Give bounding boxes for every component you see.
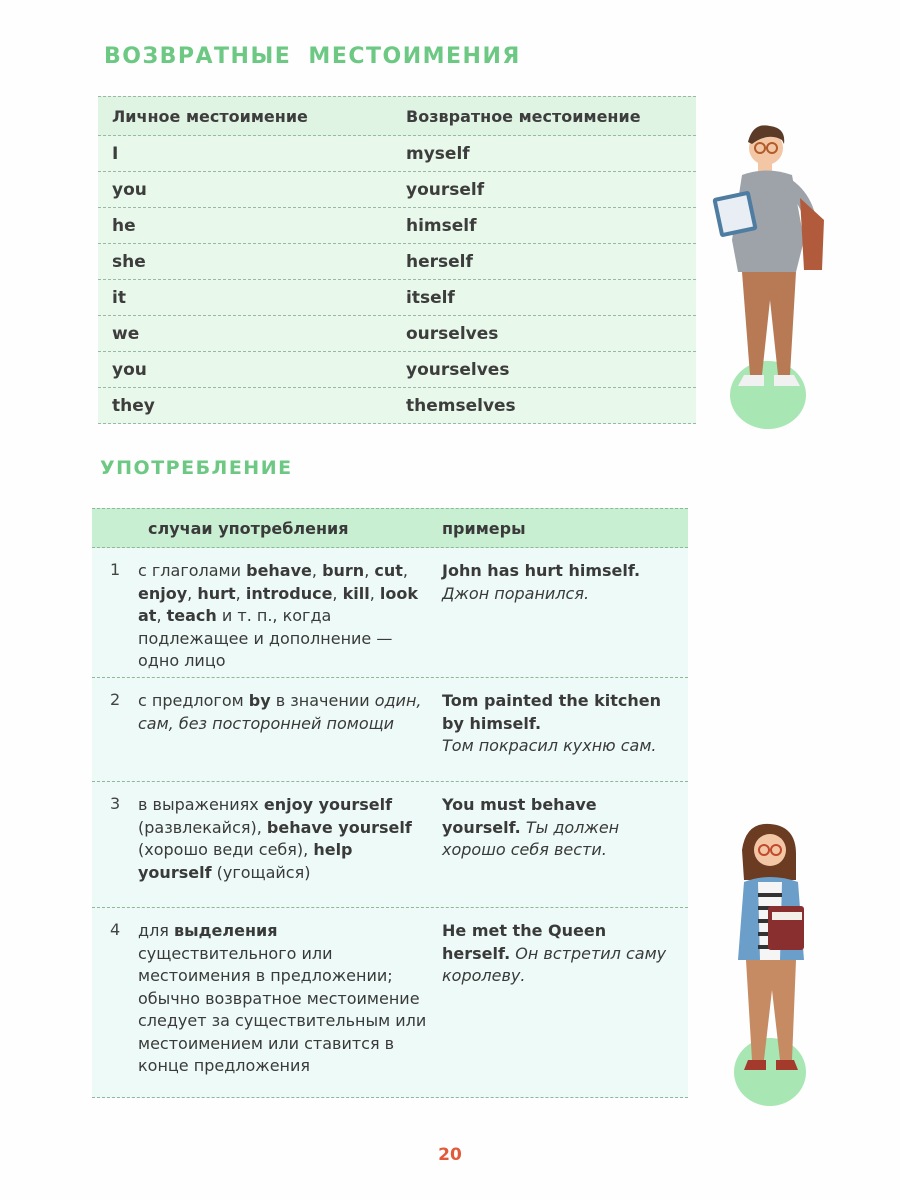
header-personal: Личное местоимение [112,106,308,126]
personal-pronoun: it [112,287,126,308]
reflexive-pronoun: yourselves [406,359,510,380]
usage-case-fragment: в выражениях [138,795,264,814]
usage-case-fragment: , [311,561,323,580]
usage-case [138,690,442,781]
usage-case-fragment: (хорошо веди себя), [138,840,314,859]
reflexive-pronoun: himself [406,215,477,236]
pronoun-row [98,352,696,388]
example-english: He met the Queen herself. [442,921,607,963]
usage-case-fragment: выделения [174,921,278,940]
usage-case-fragment: (угощайся) [211,862,311,882]
usage-example [442,560,688,677]
reflexive-pronoun: ourselves [406,323,499,344]
usage-case-fragment: cut [374,561,403,580]
usage-case-fragment: с глаголами [138,561,247,580]
personal-pronoun: she [112,251,146,272]
usage-row [92,782,688,908]
pronoun-row [98,280,696,316]
personal-pronoun: we [112,323,140,344]
usage-case-fragment: , [187,583,198,603]
usage-section-title: УПОТРЕБЛЕНИЕ [100,457,293,479]
usage-row [92,908,688,1098]
usage-case-fragment: , [402,561,408,580]
usage-case-fragment: , [332,583,343,603]
usage-case [138,920,442,1097]
usage-row-number: 4 [110,920,121,939]
reflexive-pronoun: yourself [406,179,485,200]
usage-case-fragment: с предлогом [138,691,249,710]
example-russian: Джон поранился. [442,583,590,603]
usage-table [92,508,688,1098]
usage-example [442,690,688,781]
girl-illustration [718,820,828,1110]
usage-case-fragment: behave [246,561,312,580]
personal-pronoun: I [112,143,119,164]
usage-row [92,678,688,782]
page-title: ВОЗВРАТНЫЕ МЕСТОИМЕНИЯ [104,44,521,69]
usage-case-fragment: enjoy [138,583,188,603]
example-russian: Он встретил саму королеву. [442,943,667,985]
pronoun-row [98,388,696,424]
usage-row [92,548,688,678]
usage-case-fragment: enjoy yourself [263,795,393,814]
header-cases: случаи употребления [148,518,349,538]
girl-base-circle [734,1038,806,1106]
personal-pronoun: you [112,359,147,380]
usage-case-fragment: существительного или местоимения в предложении; обычно возвратное местоимение следует за существительным или местоимением или ставится в конце предложения [138,943,427,1075]
boy-illustration [708,120,838,430]
example-russian: Том покрасил кухню сам. [442,736,657,755]
usage-case-fragment: look at [138,583,418,625]
reflexive-pronoun: herself [406,251,473,272]
boy-base-circle [730,361,806,429]
usage-case-fragment: в значении [270,691,375,710]
usage-case-fragment: , [235,583,246,603]
pronoun-table [98,96,696,424]
usage-case-fragment: для [138,921,174,940]
usage-example [442,794,688,907]
pronoun-table-header [98,96,696,136]
pronoun-row [98,172,696,208]
usage-case-fragment: , [369,583,380,603]
usage-case-fragment: behave yourself [266,817,412,837]
example-english: You must behave yourself. [442,795,597,837]
example-english: John has hurt himself. [442,561,641,580]
usage-table-header [92,508,688,548]
usage-case-fragment: kill [342,583,370,603]
pronoun-row [98,244,696,280]
personal-pronoun: you [112,179,147,200]
usage-case-fragment: introduce [245,583,333,603]
usage-example [442,920,688,1097]
usage-row-number: 1 [110,560,121,579]
usage-case-fragment: teach [166,606,217,625]
usage-case-fragment: один, сам, без посторонней помощи [138,691,422,733]
usage-case-fragment: hurt [197,583,236,603]
usage-case-fragment: , [364,561,375,580]
usage-case-fragment: by [248,691,271,710]
header-reflexive: Возвратное местоимение [406,106,641,126]
reflexive-pronoun: themselves [406,395,516,416]
pronoun-row [98,208,696,244]
usage-row-number: 3 [110,794,121,813]
personal-pronoun: he [112,215,136,236]
personal-pronoun: they [112,395,155,416]
pronoun-row [98,136,696,172]
usage-case [138,560,442,677]
usage-case-fragment: burn [322,561,365,580]
header-examples: примеры [442,518,526,538]
example-english: Tom painted the kitchen by himself. [442,691,662,733]
example-russian: Ты должен хорошо себя вести. [442,817,620,859]
page-number: 20 [438,1145,462,1165]
usage-case-fragment: help yourself [138,840,353,882]
usage-case-fragment: , [156,606,167,625]
reflexive-pronoun: myself [406,143,470,164]
usage-case-fragment: и т. п., когда подлежащее и дополнение — одно лицо [138,606,393,670]
pronoun-row [98,316,696,352]
usage-case [138,794,442,907]
usage-case-fragment: (развлекайся), [138,817,267,837]
usage-row-number: 2 [110,690,121,709]
reflexive-pronoun: itself [406,287,455,308]
